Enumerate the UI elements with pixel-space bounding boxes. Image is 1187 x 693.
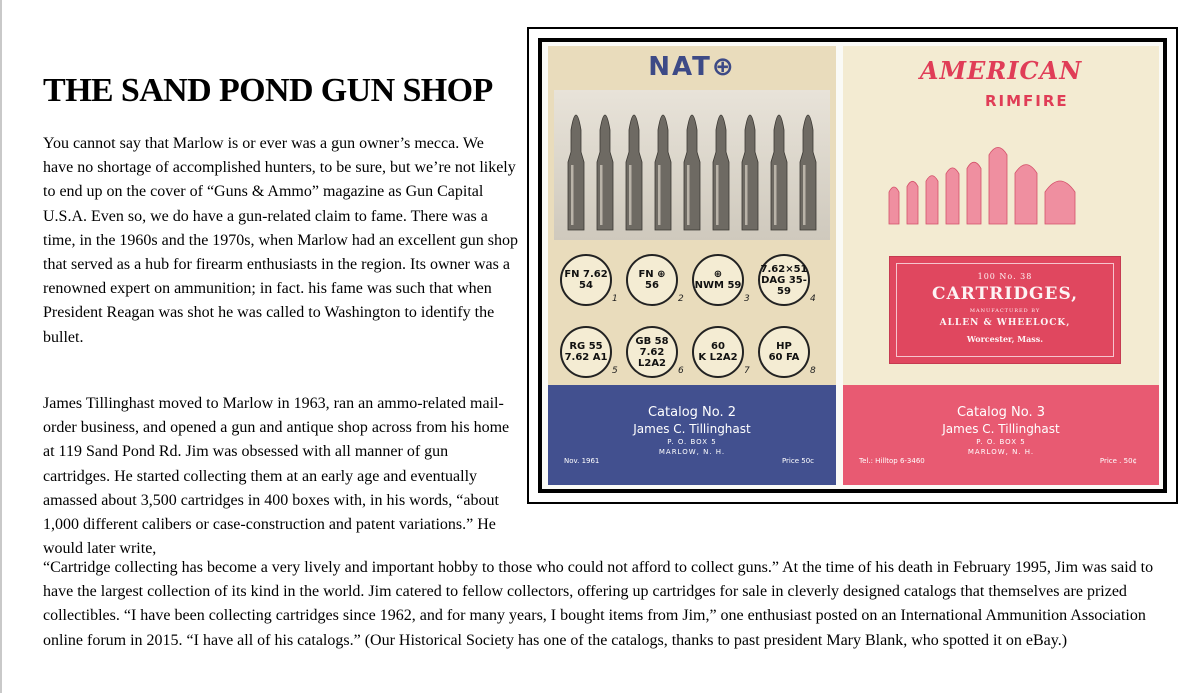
nato-catalog-title: NAT⊕ [648, 52, 736, 82]
cartridges-illustration [554, 90, 830, 240]
rimfire-cartridge [1015, 165, 1037, 224]
headstamp-number: 3 [744, 294, 750, 304]
cartridge [626, 115, 642, 230]
cartridge [771, 115, 787, 230]
cartridge [568, 115, 584, 230]
cartridge [597, 115, 613, 230]
american-catalog-cover [843, 46, 1159, 485]
american-catalog-tel: Tel.: Hilltop 6-3460 [859, 457, 925, 465]
cartridge-highlight [803, 165, 806, 225]
label-maker: ALLEN & WHEELOCK, [939, 318, 1071, 328]
headstamp-number: 8 [810, 366, 816, 376]
cartridge-highlight [629, 165, 632, 225]
cartridge-highlight [658, 165, 661, 225]
cartridge [742, 115, 758, 230]
nato-catalog-price: Price 50c [781, 457, 814, 465]
label-city: Worcester, Mass. [966, 334, 1044, 344]
cartridge-highlight [716, 165, 719, 225]
headstamp-number: 7 [744, 366, 750, 376]
rimfire-cartridge [989, 147, 1007, 224]
headstamp: HP 60 FA [758, 326, 810, 378]
headstamp: RG 55 7.62 A1 [560, 326, 612, 378]
american-catalog-number: Catalog No. 3 [956, 405, 1046, 420]
cartridge-highlight [774, 165, 777, 225]
american-catalog-author: James C. Tillinghast [942, 422, 1060, 436]
label-manufactured-by: MANUFACTURED BY [969, 308, 1041, 314]
american-catalog-box: P. O. BOX 5 [976, 438, 1026, 446]
article-title: THE SAND POND GUN SHOP [43, 72, 493, 109]
cartridge [713, 115, 729, 230]
headstamp-number: 6 [678, 366, 684, 376]
cartridge-photo [554, 90, 830, 240]
nato-catalog-number: Catalog No. 2 [647, 405, 737, 420]
headstamp: GB 58 7.62 L2A2 [626, 326, 678, 378]
headstamp: 60 K L2A2 [692, 326, 744, 378]
article-paragraph-1: You cannot say that Marlow is or ever was a gun owner’s mecca. We have no shortage of accomplished hunters, to be sure, but we’re not likely to end up on the cover of “Guns & Ammo” magazine as Gun Capital U.S.A. Even so, we do have a gun-related claim to fame. There was a time, in the 1960s and the 1970s, when Marlow had an excellent gun shop that served as a hub for firearm enthusiasts in the region. Its owner was a renowned expert on ammunition; in fact. his fame was such that when President Reagan was shot he was called to Washington to identify the bullet. [43, 135, 519, 346]
nato-catalog-footer [548, 385, 836, 485]
nato-catalog-box: P. O. BOX 5 [667, 438, 717, 446]
rimfire-cartridge [946, 168, 959, 224]
american-catalog-town: MARLOW, N. H. [967, 448, 1035, 456]
nato-catalog-cover [548, 46, 836, 485]
rimfire-cartridges-illustration [883, 128, 1133, 228]
cartridge-highlight [687, 165, 690, 225]
article-paragraph-3: “Cartridge collecting has become a very lively and important hobby to those who could not afford to collect guns.” At the time of his death in February 1995, Jim was said to have the largest collection of its kind in the world. Jim catered to fellow collectors, offering up cartridges for sale in cleverly designed catalogs that themselves are prized collectibles. “I have been collecting cartridges since 1962, and for many years, I bought items from Jim,” one enthusiast posted on an International Ammunition Association online forum in 2015. “I have all of his catalogs.” (Our Historical Society has one of the catalogs, thanks to past president Mary Blank, who spotted it on eBay.) [43, 559, 1154, 649]
american-catalog-price: Price . 50¢ [1099, 457, 1137, 465]
cartridge [800, 115, 816, 230]
cartridge-box-label [889, 256, 1121, 364]
nato-catalog-town: MARLOW, N. H. [658, 448, 726, 456]
article-paragraph-2: James Tillinghast moved to Marlow in 1963, ran an ammo-related mail-order business, and opened a gun and antique shop across from his home at 119 Sand Pond Rd. Jim was obsessed with all manner of gun cartridges. He started collecting them at an early age and eventually amassed about 3,500 cartridges in 400 boxes with, in his words, “about 1,000 different calibers or case-construction and patent variations.” He would later write, [43, 395, 510, 558]
label-count: 100 No. 38 [977, 272, 1033, 281]
american-catalog-title: AMERICAN [919, 56, 1083, 85]
cartridge [684, 115, 700, 230]
headstamp: 7.62×51 DAG 35-59 [758, 254, 810, 306]
cartridge-highlight [600, 165, 603, 225]
headstamp: ⊕ NWM 59 [692, 254, 744, 306]
cartridge [655, 115, 671, 230]
headstamp-number: 5 [612, 366, 618, 376]
rimfire-cartridges-photo [883, 128, 1133, 228]
nato-catalog-author: James C. Tillinghast [633, 422, 751, 436]
cartridge-highlight [571, 165, 574, 225]
rimfire-cartridge [907, 181, 918, 224]
headstamp: FN ⊕ 56 [626, 254, 678, 306]
catalog-photo-frame [527, 27, 1178, 504]
cartridge-highlight [745, 165, 748, 225]
headstamp-number: 1 [612, 294, 618, 304]
page-left-edge [0, 0, 2, 693]
nato-catalog-date: Nov. 1961 [564, 457, 600, 465]
headstamp-number: 2 [678, 294, 684, 304]
rimfire-cartridge [889, 187, 899, 224]
rimfire-cartridge [1045, 181, 1075, 224]
label-main: CARTRIDGES, [931, 284, 1079, 304]
headstamp-grid [560, 254, 824, 390]
rimfire-cartridge [926, 176, 938, 224]
catalog-photo [538, 38, 1167, 493]
rimfire-cartridge [967, 162, 981, 224]
american-catalog-footer [843, 385, 1159, 485]
headstamp-number: 4 [810, 294, 816, 304]
american-catalog-subtitle: RIMFIRE [985, 92, 1069, 110]
headstamp: FN 7.62 54 [560, 254, 612, 306]
